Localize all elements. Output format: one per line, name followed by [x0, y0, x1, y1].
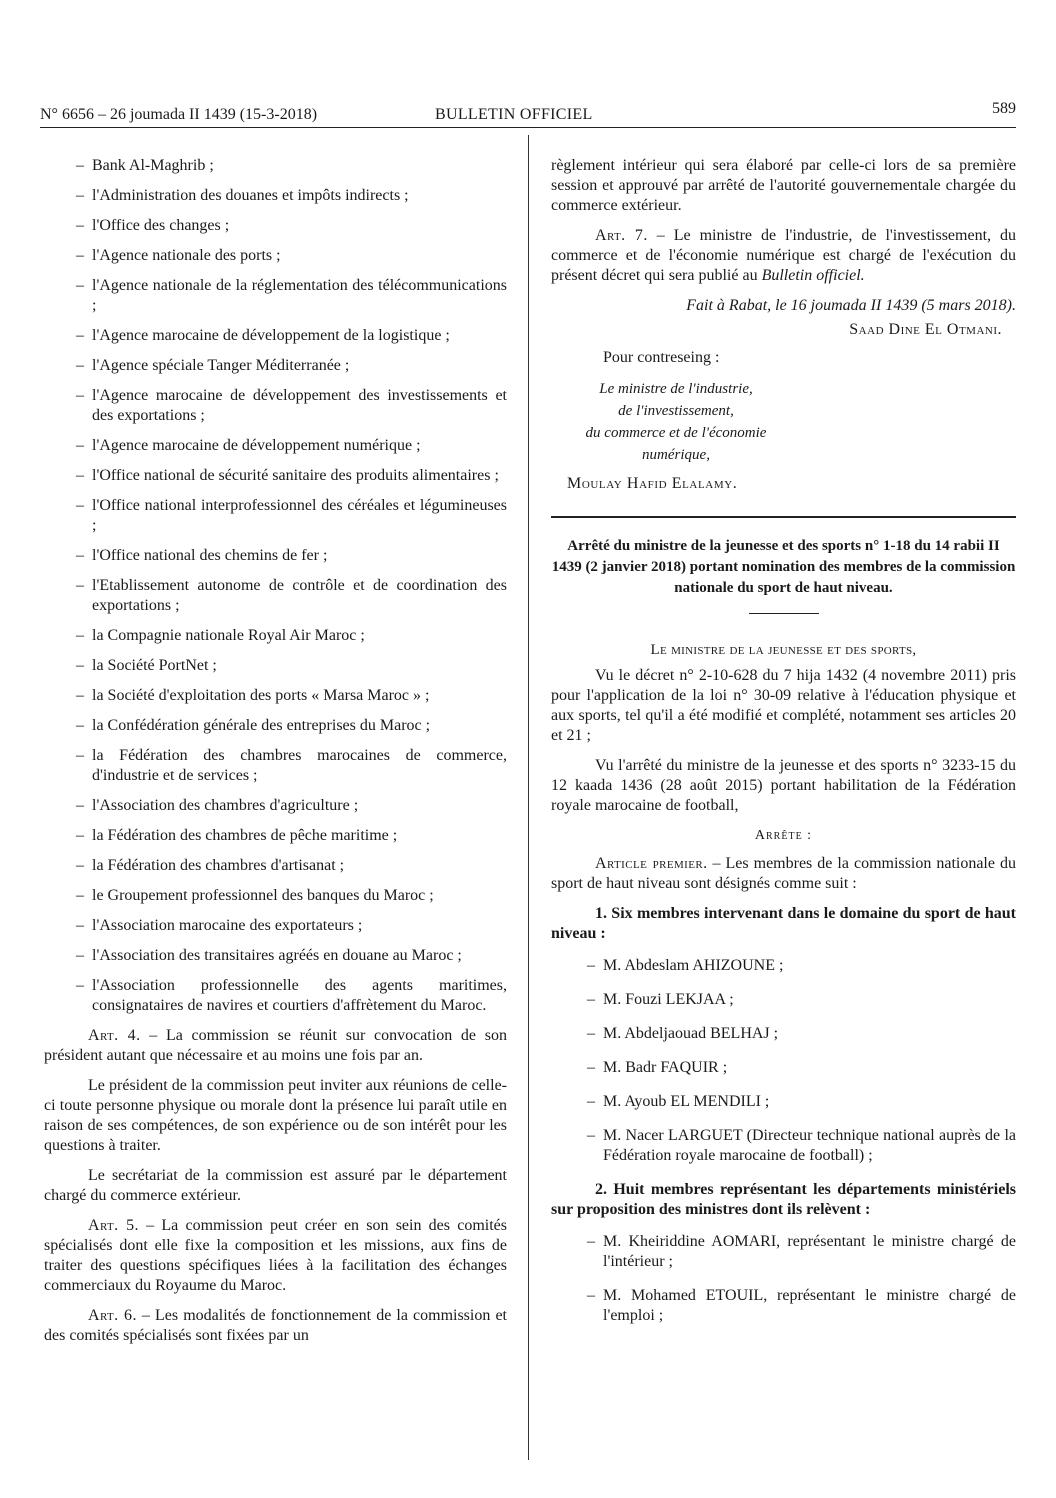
- page-header: [40, 100, 1016, 130]
- list-item: – M. Fouzi LEKJAA ;: [587, 991, 734, 1008]
- list-item: – l'Administration des douanes et impôts indirects ;: [76, 187, 409, 204]
- list-item: – l'Agence nationale de la réglementation des télécommunications ;: [76, 277, 507, 314]
- title-rule: [749, 613, 819, 614]
- list-item: – M. Nacer LARGUET (Directeur technique national auprès de la Fédération royale marocaine de football) ;: [587, 1127, 1016, 1164]
- list-item: – la Fédération des chambres marocaines de commerce, d'industrie et de services ;: [76, 747, 507, 784]
- list-item: – l'Office national de sécurité sanitaire des produits alimentaires ;: [76, 467, 499, 484]
- list-item: – l'Association des chambres d'agriculture ;: [76, 797, 359, 814]
- list-item: – la Compagnie nationale Royal Air Maroc ;: [76, 627, 365, 644]
- list-item: – M. Ayoub EL MENDILI ;: [587, 1093, 770, 1110]
- list-item: – la Fédération des chambres d'artisanat ;: [76, 857, 345, 874]
- list-item: – l'Office national des chemins de fer ;: [76, 547, 328, 564]
- article-5: Art. 5. – La commission peut créer en son sein des comités spécialisés dont elle fixe la composition et les missions, aux fins de traiter des questions spécifiques liées à la facilitation des échanges commerciaux du Royaume du Maroc.: [44, 1217, 507, 1294]
- list-item: – M. Kheiriddine AOMARI, représentant le ministre chargé de l'intérieur ;: [587, 1233, 1016, 1270]
- list-item: – la Fédération des chambres de pêche maritime ;: [76, 827, 398, 844]
- section-rule: [551, 516, 1016, 518]
- list-item: – l'Association marocaine des exportateurs ;: [76, 917, 363, 934]
- list-item: – l'Agence marocaine de développement numérique ;: [76, 437, 421, 454]
- list-item: – l'Office des changes ;: [76, 217, 230, 234]
- article-premier: Article premier. – Les membres de la commission nationale du sport de haut niveau sont désignés comme suit :: [551, 855, 1016, 892]
- publication-title: BULLETIN OFFICIEL: [435, 106, 593, 123]
- list-item: – le Groupement professionnel des banques du Maroc ;: [76, 887, 434, 904]
- countersign-label: Pour contreseing :: [603, 349, 720, 366]
- group-heading: 2. Huit membres représentant les départements ministériels sur proposition des ministres dont ils relèvent :: [551, 1181, 1016, 1218]
- list-item: – M. Abdeljaouad BELHAJ ;: [587, 1025, 779, 1042]
- list-item: – l'Agence spéciale Tanger Méditerranée ;: [76, 357, 350, 374]
- list-item: – l'Etablissement autonome de contrôle et de coordination des exportations ;: [76, 577, 507, 614]
- left-column: [44, 156, 507, 1356]
- article-6: Art. 6. – Les modalités de fonctionnement de la commission et des comités spécialisés sont fixées par un: [44, 1307, 507, 1344]
- list-item: – l'Agence marocaine de développement de la logistique ;: [76, 327, 450, 344]
- vu-paragraph: Vu l'arrêté du ministre de la jeunesse et des sports n° 3233-15 du 12 kaada 1436 (28 août 2015) portant habilitation de la Fédération royale marocaine de football,: [551, 757, 1016, 814]
- list-item: – l'Agence marocaine de développement des investissements et des exportations ;: [76, 387, 507, 424]
- list-item: – l'Office national interprofessionnel des céréales et légumineuses ;: [76, 497, 507, 534]
- member-list: [44, 156, 507, 1016]
- article-4-paragraph: Le président de la commission peut inviter aux réunions de celle-ci toute personne physique ou morale dont la présence lui paraît utile en raison de ses compétences, de son expérience ou de son intérêt pour les questions à traiter.: [44, 1077, 507, 1154]
- article-7: Art. 7. – Le ministre de l'industrie, de l'investissement, du commerce et de l'économie numérique est chargé de l'exécution du présent décret qui sera publié au Bulletin officiel.: [551, 227, 1016, 284]
- page-number: 589: [992, 100, 1016, 117]
- arrete-word: Arrête :: [754, 828, 813, 843]
- signatory-name: Saad Dine El Otmani.: [849, 321, 1002, 338]
- list-item: – Bank Al-Maghrib ;: [76, 157, 214, 174]
- list-item: – l'Association des transitaires agréés en douane au Maroc ;: [76, 947, 462, 964]
- countersign-name: Moulay Hafid Elalamy.: [567, 475, 738, 492]
- list-item: – la Société d'exploitation des ports « Marsa Maroc » ;: [76, 687, 430, 704]
- arrete-title: Arrêté du ministre de la jeunesse et des sports n° 1-18 du 14 rabii II 1439 (2 janvier 2018) portant nomination des membres de la commission nationale du sport de haut niveau.: [551, 538, 1016, 596]
- list-item: – l'Association professionnelle des agents maritimes, consignataires de navires et courtiers d'affrètement du Maroc.: [76, 977, 507, 1014]
- issue-info: N° 6656 – 26 joumada II 1439 (15-3-2018): [40, 106, 318, 123]
- continuation-text: règlement intérieur qui sera élaboré par celle-ci lors de sa première session et approuvé par arrêté de l'autorité gouvernementale chargée du commerce extérieur.: [551, 157, 1016, 214]
- header-rule: [40, 127, 1016, 128]
- article-4: Art. 4. – La commission se réunit sur convocation de son président autant que nécessaire et au moins une fois par an.: [44, 1027, 507, 1064]
- list-item: – M. Mohamed ETOUIL, représentant le ministre chargé de l'emploi ;: [587, 1287, 1016, 1324]
- list-item: – la Société PortNet ;: [76, 657, 217, 674]
- list-item: – la Confédération générale des entreprises du Maroc ;: [76, 717, 431, 734]
- countersign-minister: Le ministre de l'industrie, de l'investissement, du commerce et de l'économie numérique,: [585, 381, 767, 463]
- list-item: – l'Agence nationale des ports ;: [76, 247, 281, 264]
- vu-paragraph: Vu le décret n° 2-10-628 du 7 hija 1432 (4 novembre 2011) pris pour l'application de la loi n° 30-09 relative à l'éducation physique et aux sports, tel qu'il a été modifié et complété, notamment ses articles 20 et 21 ;: [551, 667, 1016, 744]
- article-4-paragraph: Le secrétariat de la commission est assuré par le département chargé du commerce extérieur.: [44, 1167, 507, 1204]
- group-heading: 1. Six membres intervenant dans le domaine du sport de haut niveau :: [551, 905, 1016, 942]
- right-column: [551, 156, 1016, 1340]
- list-item: – M. Abdeslam AHIZOUNE ;: [587, 957, 784, 974]
- date-place: Fait à Rabat, le 16 joumada II 1439 (5 mars 2018).: [686, 297, 1016, 314]
- column-divider: [528, 135, 529, 1460]
- list-item: – M. Badr FAQUIR ;: [587, 1059, 728, 1076]
- minister-title: Le ministre de la jeunesse et des sports,: [650, 642, 917, 658]
